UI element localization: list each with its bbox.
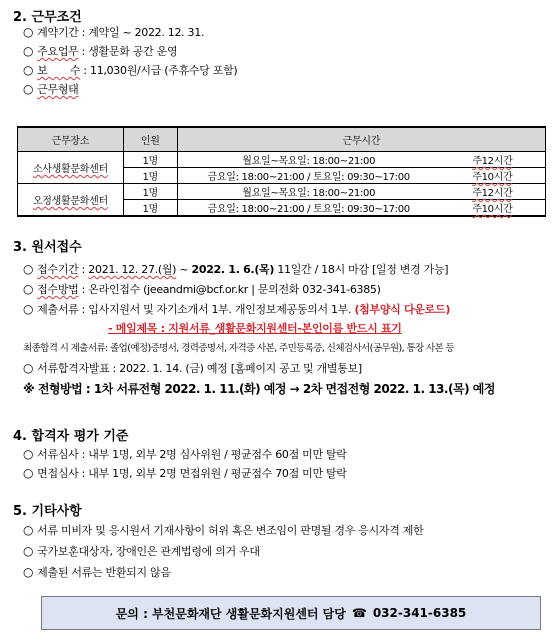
place-cell: 오정생활문화센터 [18,184,124,217]
table-row [18,184,546,200]
announcement-line: ○ 서류합격자발표 : 2022. 1. 14. (금) 예정 [홈페이지 공고 및 개별통보] [23,361,362,375]
bullet-icon: ○ [23,282,34,296]
misc-item [23,522,423,538]
doc-review-line [23,446,347,462]
announce-value: 2022. 1. 14. (금) 예정 [홈페이지 공고 및 개별통보] [119,362,362,375]
bullet-icon: ○ [23,447,34,461]
attachment-download-link[interactable]: (첨부양식 다운로드) [354,303,451,316]
misc-item [23,564,171,580]
method-label: 접수방법 [37,283,79,296]
pay-line: ○ 보 수 : 11,030원/시급 (주휴수당 포함) [23,63,238,77]
period-end: 2022. 1. 6.(목) [191,263,275,276]
bullet-icon: ○ [23,361,34,375]
people-cell: 1명 [123,152,177,168]
bullet-icon: ○ [23,82,34,96]
bullet-icon: ○ [23,63,34,77]
people-cell: 1명 [123,200,177,217]
misc-item-text: 서류 미비자 및 응시원서 기재사항이 허위 혹은 변조임이 판명될 경우 응시자격 제한 [37,524,424,537]
bullet-icon: ○ [23,544,34,558]
bullet-icon: ○ [23,44,34,58]
place-cell: 소사생활문화센터 [18,152,124,184]
pay-label: 보 수 [37,64,81,77]
contract-period-label: 계약기간 [37,26,79,39]
period-label: 접수기간 [37,263,79,276]
header-people: 인원 [123,127,177,152]
table-header-row [18,127,546,152]
period-tilde: ~ [179,263,189,276]
time-cell: 금요일: 18:00~21:00 / 토요일: 09:30~17:00 [177,168,440,184]
header-hours: 근무시간 [177,127,545,152]
bullet-icon: ○ [23,523,34,537]
interview-review-text: 면접심사 : 내부 1명, 외부 2명 면접위원 / 평균점수 70점 미만 탈락 [37,467,347,480]
section-2-title: 2. 근무조건 [13,10,82,25]
table-row [18,152,546,168]
bullet-icon: ○ [23,466,34,480]
doc-review-text: 서류심사 : 내부 1명, 외부 2명 심사위원 / 평균점수 60점 미만 탈락 [37,448,347,461]
bullet-icon: ○ [23,25,34,39]
pay-value: 11,030원/시급 (주휴수당 포함) [90,64,238,77]
time-cell: 금요일: 18:00~21:00 / 토요일: 09:30~17:00 [177,200,440,217]
people-cell: 1명 [123,184,177,200]
phone-icon: ☎ [351,606,367,620]
misc-item-text: 제출된 서류는 반환되지 않음 [37,566,171,579]
documents-line: ○ 제출서류 : 입사지원서 및 자기소개서 1부. 개인정보제공동의서 1부. (첨부양식 다운로드) [23,302,451,316]
header-place: 근무장소 [18,127,124,152]
bullet-icon: ○ [23,302,34,316]
announce-label: 서류합격자발표 [37,362,110,375]
bullet-icon: ○ [23,565,34,579]
main-duty-line: ○ 주요업무 : 생활문화 공간 운영 [23,44,178,58]
work-type-label: 근무형태 [37,83,79,96]
contact-box [41,596,541,630]
weekly-hours-cell: 주12시간 [440,152,546,168]
main-duty-value: 생활문화 공간 운영 [88,45,178,58]
people-cell: 1명 [123,168,177,184]
misc-item-text: 국가보훈대상자, 장애인은 관계법령에 의거 우대 [37,545,260,558]
section-5-title: 5. 기타사항 [13,504,82,519]
final-documents-line: 최종합격 시 제출서류: 졸업(예정)증명서, 경력증명서, 자격증 사본, 주민등록증, 신체검사서(공무원), 통장 사본 등 [23,343,455,354]
application-method-line: ○ 접수방법 : 온라인접수 (jeeandmi@bcf.or.kr | 문의전화 032-341-6385) [23,282,381,296]
section-3-title: 3. 원서접수 [13,240,82,255]
time-cell: 월요일~목요일: 18:00~21:00 [177,184,440,200]
weekly-hours-cell: 주10시간 [440,168,546,184]
contract-period-value: 계약일 ~ 2022. 12. 31. [88,26,205,39]
weekly-hours-cell: 주12시간 [440,184,546,200]
period-rest: 11일간 / 18시 마감 [일정 변경 가능] [277,263,449,276]
work-type-line [23,81,78,97]
mail-subject-line [108,320,402,336]
misc-item [23,543,260,559]
mail-subject-text: - 메일제목 : 지원서류_생활문화지원센터-본인이름 반드시 표기 [108,322,402,335]
interview-review-line [23,465,347,481]
contract-period-line: ○ 계약기간 : 계약일 ~ 2022. 12. 31. [23,25,205,39]
docs-label: 제출서류 [37,303,79,316]
contact-text: 문의 : 부천문화재단 생활문화지원센터 담당 [115,606,346,621]
main-duty-label: 주요업무 [37,45,79,58]
application-period-line: ○ 접수기간 : 2021. 12. 27.(월) ~ 2022. 1. 6.(목) 11일간 / 18시 마감 [일정 변경 가능] [23,262,449,276]
weekly-hours-cell: 주10시간 [440,200,546,217]
period-start: 2021. 12. 27.(월) [88,263,177,276]
work-schedule-table [17,126,546,217]
method-value: 온라인접수 (jeeandmi@bcf.or.kr | 문의전화 032-341-6385) [88,283,381,296]
time-cell: 월요일~목요일: 18:00~21:00 [177,152,440,168]
docs-value: 입사지원서 및 자기소개서 1부. 개인정보제공동의서 1부. [88,303,352,316]
section-4-title: 4. 합격자 평가 기준 [13,429,129,444]
selection-schedule: ※ 전형방법 : 1차 서류전형 2022. 1. 11.(화) 예정 → 2차 면접전형 2022. 1. 13.(목) 예정 [23,382,495,396]
contact-phone[interactable]: 032-341-6385 [372,606,467,620]
bullet-icon: ○ [23,262,34,276]
